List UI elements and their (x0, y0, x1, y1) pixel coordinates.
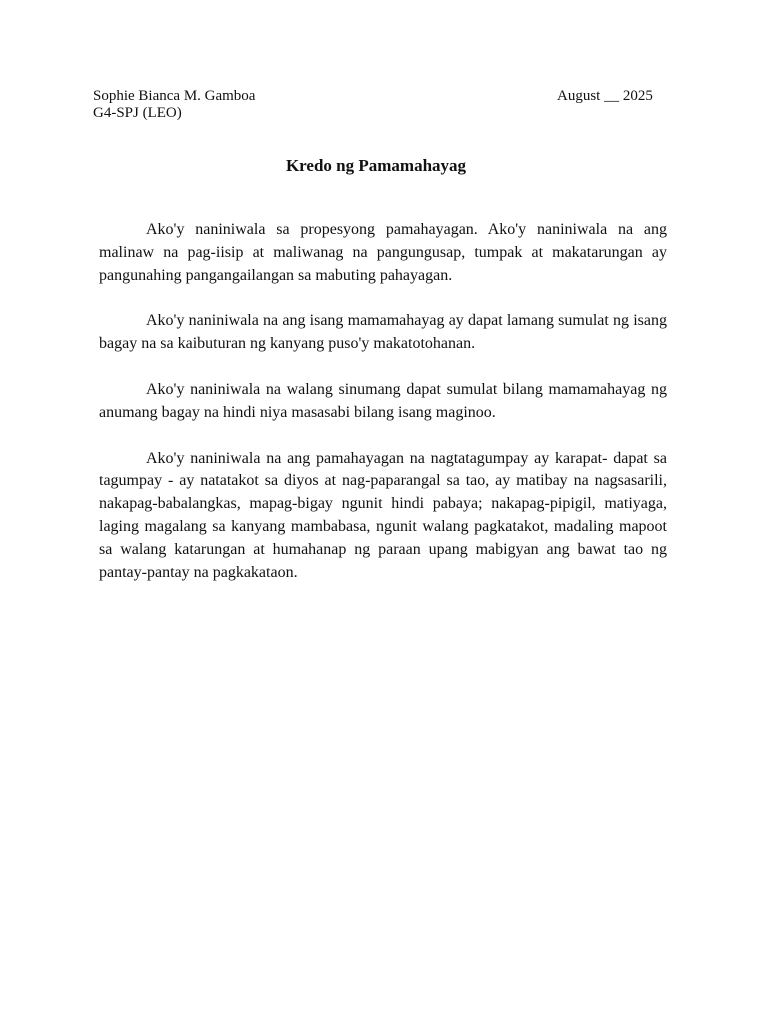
author-name: Sophie Bianca M. Gamboa (93, 88, 256, 104)
class-section: G4-SPJ (LEO) (93, 105, 182, 121)
paragraph: Ako'y naniniwala na ang pamahayagan na nagtatagumpay ay karapat- dapat sa tagumpay - ay natatakot sa diyos at nag-paparangal sa tao, ay matibay na nagsasarili, nakapag-babalangkas, mapag-bigay ngunit hindi pabaya; nakapag-pipigil, matiyaga, laging magalang sa kanyang mambabasa, ngunit walang pagkatakot, madaling mapoot sa walang katarungan at humahanap ng paraan upang mabigyan ang bawat tao ng pantay-pantay na pagkakataon. (99, 449, 667, 581)
document-date: August __ 2025 (557, 88, 653, 104)
paragraph: Ako'y naniniwala sa propesyong pamahayagan. Ako'y naniniwala na ang malinaw na pag-iisip at maliwanag na pangungusap, tumpak at makatarungan ay pangunahing pangangailangan sa mabuting pahayagan. (99, 221, 667, 284)
document-body (99, 219, 667, 607)
document-title: Kredo ng Pamamahayag (285, 156, 467, 175)
paragraph: Ako'y naniniwala na ang isang mamamahayag ay dapat lamang sumulat ng isang bagay na sa kaibuturan ng kanyang puso'y makatotohanan. (99, 312, 667, 353)
paragraph: Ako'y naniniwala na walang sinumang dapat sumulat bilang mamamahayag ng anumang bagay na hindi niya masasabi bilang isang maginoo. (99, 380, 667, 421)
